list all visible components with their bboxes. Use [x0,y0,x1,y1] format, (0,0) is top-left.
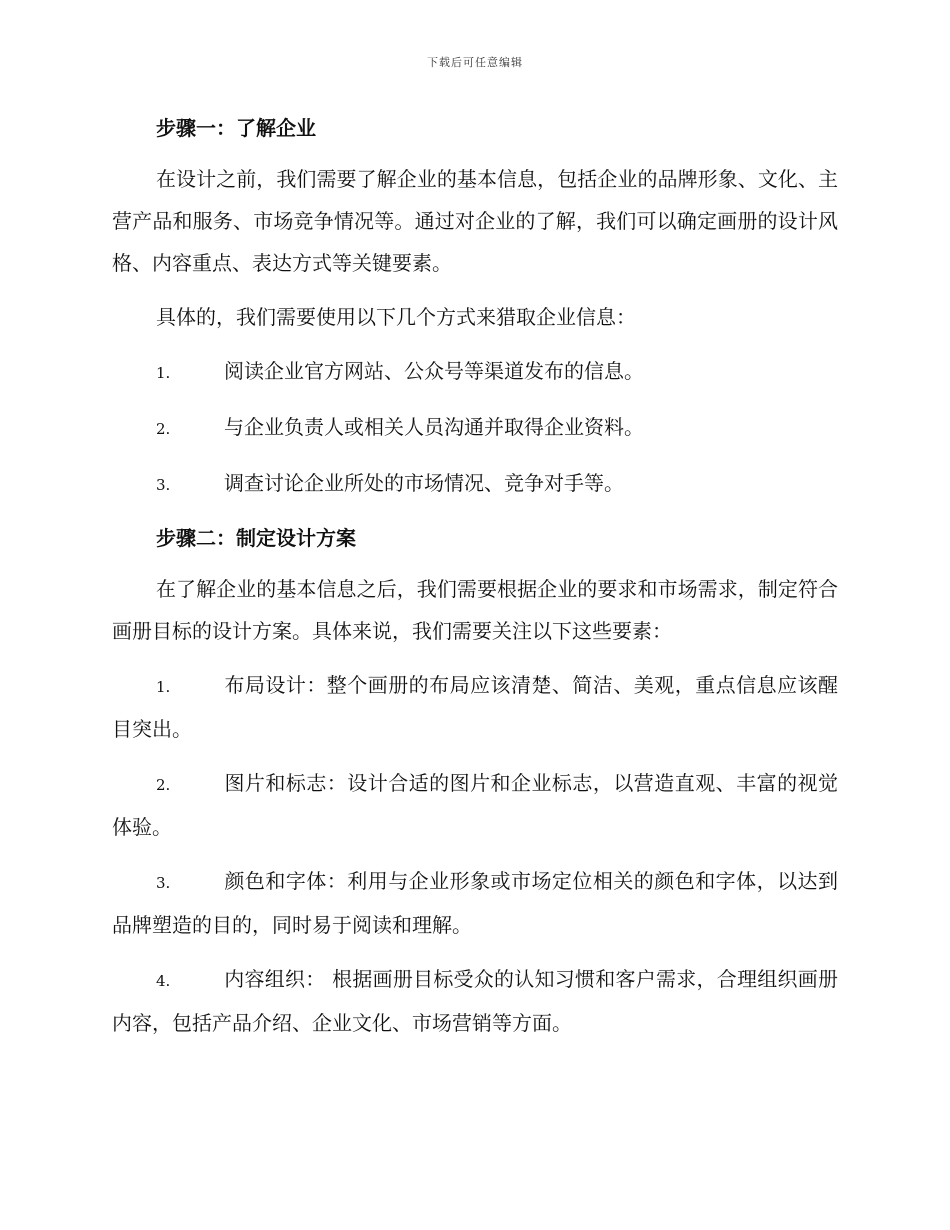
list-number: 1. [156,364,171,382]
section-heading-step-one: 步骤一：了解企业 [156,116,316,140]
list-text: 与企业负责人或相关人员沟通并取得企业资料。 [224,415,644,439]
list-text: 调查讨论企业所处的市场情况、竞争对手等。 [224,471,624,495]
list-item [112,762,838,848]
list-number: 3. [156,874,171,892]
list-item [112,860,838,946]
list-item [112,958,838,1044]
list-item [112,462,838,506]
list-item [112,406,838,450]
list-number: 2. [156,776,171,794]
list-number: 3. [156,476,171,494]
document-body [112,108,838,1056]
paragraph: 具体的，我们需要使用以下几个方式来猎取企业信息： [156,305,636,329]
list-number: 2. [156,420,171,438]
list-item [112,664,838,750]
list-item [112,350,838,394]
section-heading-step-two: 步骤二：制定设计方案 [156,526,356,550]
list-text: 颜色和字体：利用与企业形象或市场定位相关的颜色和字体，以达到品牌塑造的目的，同时易于阅读和理解。 [112,869,838,937]
list-number: 1. [156,678,171,696]
list-text: 内容组织： 根据画册目标受众的认知习惯和客户需求，合理组织画册内容，包括产品介绍、企业文化、市场营销等方面。 [112,967,838,1035]
paragraph: 在设计之前，我们需要了解企业的基本信息，包括企业的品牌形象、文化、主营产品和服务、市场竞争情况等。通过对企业的了解，我们可以确定画册的设计风格、内容重点、表达方式等关键要素。 [112,167,838,275]
list-number: 4. [156,972,171,990]
list-text: 布局设计：整个画册的布局应该清楚、简洁、美观，重点信息应该醒目突出。 [112,673,838,741]
list-text: 图片和标志：设计合适的图片和企业标志，以营造直观、丰富的视觉体验。 [112,771,838,839]
list-text: 阅读企业官方网站、公众号等渠道发布的信息。 [224,359,644,383]
paragraph: 在了解企业的基本信息之后，我们需要根据企业的要求和市场需求，制定符合画册目标的设计方案。具体来说，我们需要关注以下这些要素： [112,577,838,643]
header-note: 下载后可任意编辑 [427,56,523,69]
